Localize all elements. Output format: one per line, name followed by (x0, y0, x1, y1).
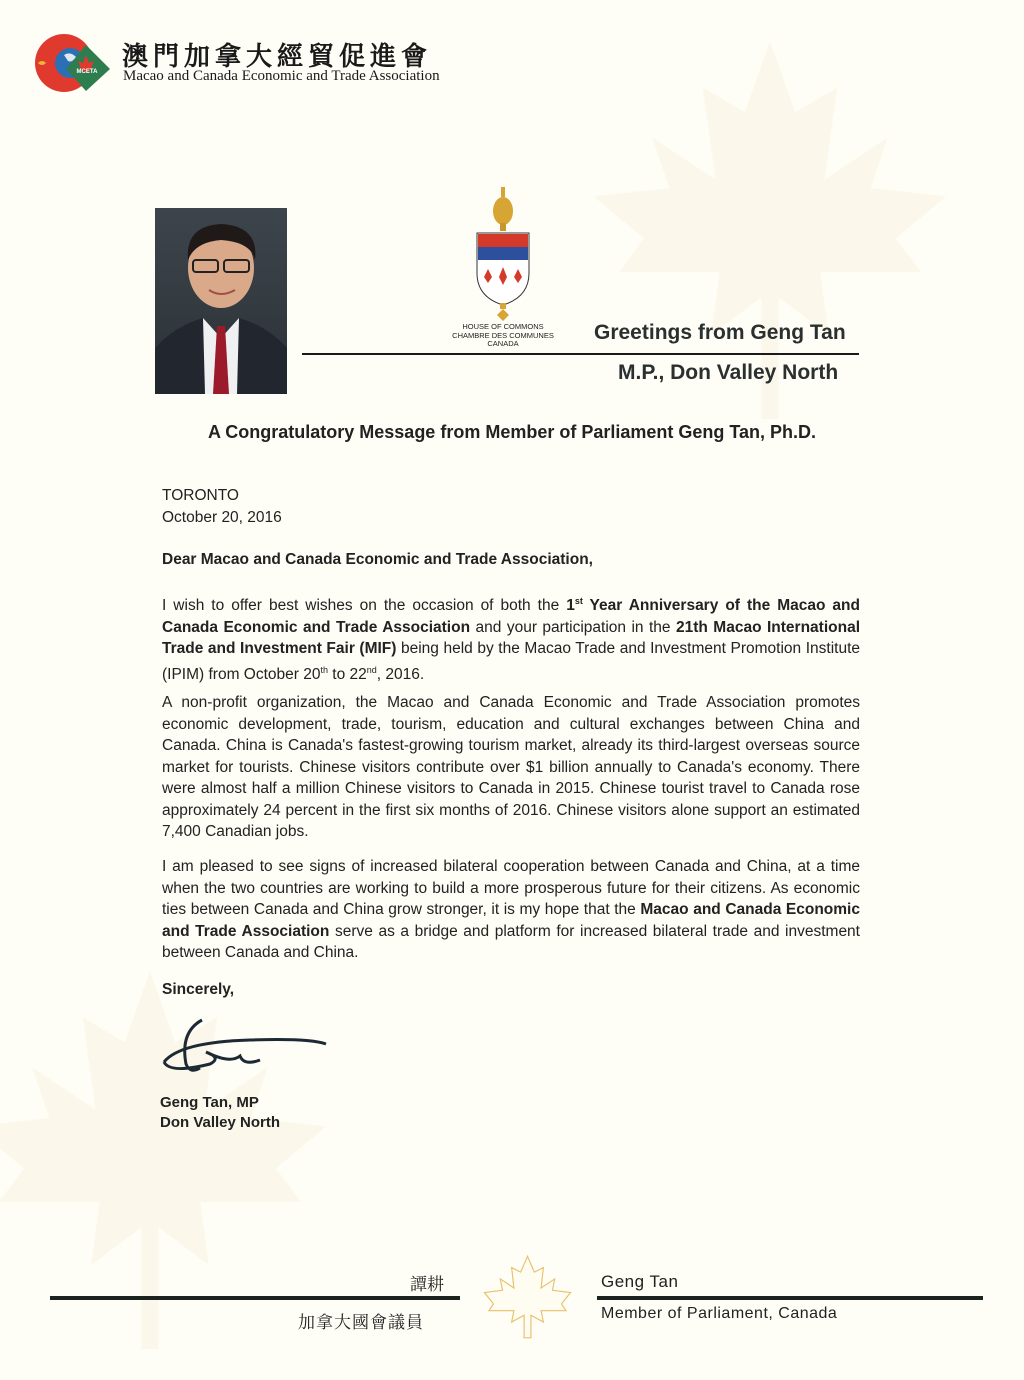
footer-title-english: Member of Parliament, Canada (601, 1305, 838, 1322)
signer-riding: Don Valley North (160, 1114, 281, 1131)
header-divider (302, 353, 859, 355)
org-name-english: Macao and Canada Economic and Trade Association (123, 68, 440, 84)
letter-title: A Congratulatory Message from Member of Parliament Geng Tan, Ph.D. (207, 422, 817, 442)
footer-title-chinese: 加拿大國會議員 (298, 1313, 424, 1333)
footer-name-english: Geng Tan (601, 1272, 679, 1291)
crest-caption: HOUSE OF COMMONS CHAMBRE DES COMMUNES CANADA (452, 322, 554, 348)
house-of-commons-crest-icon (474, 187, 532, 321)
paragraph-3: I am pleased to see signs of increased bilateral cooperation between Canada and China, at a time when the two countries are working to build a more prosperous future for their citizens. As economic ties between Canada and China grow stronger, it is my hope that the Macao and Canada Economic and Trade Association serve as a bridge and platform for increased bilateral trade and investment between Canada and China. (162, 858, 860, 961)
letter-city: TORONTO (162, 487, 239, 504)
maple-leaf-outline-icon (470, 1254, 585, 1339)
paragraph-1: I wish to offer best wishes on the occasion of both the 1st Year Anniversary of the Macao and Canada Economic and Trade Association and your participation in the 21th Macao International Trade and Investment Fair (MIF) being held by the Macao Trade and Investment Promotion Institute (IPIM) from October 20th to 22nd, 2016. (162, 596, 861, 683)
footer-name-chinese: 譚耕 (410, 1275, 444, 1295)
riding-subheading: M.P., Don Valley North (618, 361, 839, 384)
letter-salutation: Dear Macao and Canada Economic and Trade Association, (162, 551, 593, 568)
mceta-logo-icon (34, 33, 112, 93)
greeting-heading: Greetings from Geng Tan (594, 321, 846, 344)
signer-block (160, 1093, 858, 1133)
paragraph-2: A non-profit organization, the Macao and Canada Economic and Trade Association promotes economic development, trade, tourism, education and cultural exchanges between China and Canada. China is Canada's fastest-growing tourism market, already its third-largest overseas source market for tourists. Chinese visitors contribute over $1 billion annually to Canada's economy. There were almost half a million Chinese visitors to Canada in 2015. Chinese tourist travel to Canada rose approximately 24 percent in the first six months of 2016. Chinese visitors alone support an estimated 7,400 Canadian jobs. (162, 694, 860, 840)
footer-divider-left (50, 1296, 460, 1300)
letter-closing: Sincerely, (162, 981, 235, 998)
letter-location-date (162, 485, 860, 528)
mp-portrait-photo (155, 208, 287, 394)
signer-name: Geng Tan, MP (160, 1094, 259, 1111)
letter-date: October 20, 2016 (162, 508, 282, 526)
signature-icon (160, 1012, 330, 1082)
org-name-chinese: 澳門加拿大經貿促進會 (122, 42, 433, 72)
footer-divider-right (597, 1296, 983, 1300)
svg-text:MCETA: MCETA (76, 69, 98, 75)
